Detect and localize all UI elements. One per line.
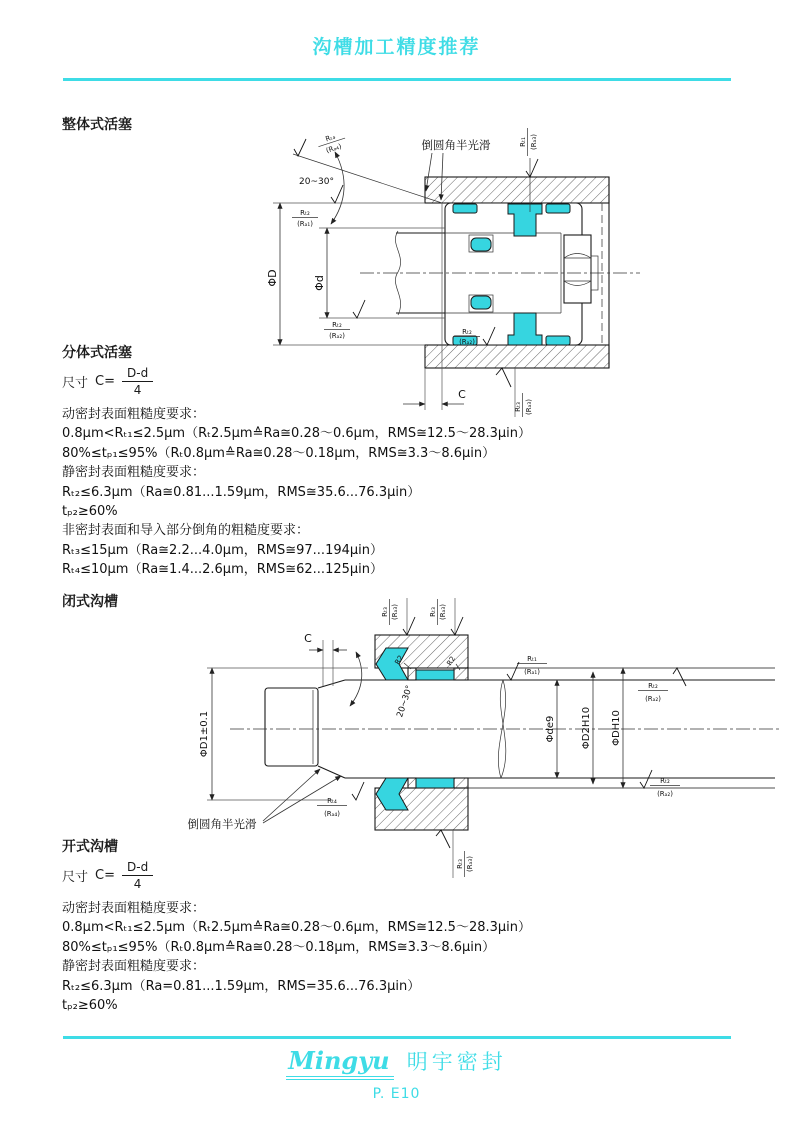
surface-finish-icon xyxy=(496,368,511,387)
dim-label-c: C xyxy=(304,632,312,645)
angle-label: 20~30° xyxy=(395,684,415,719)
text-line: 80%≤tₚ₁≤95%（Rₜ0.8μm≙Ra≅0.28～0.18μm，RMS≅3.3～8.6μin） xyxy=(62,445,496,461)
svg-text:(Rₐ₃): (Rₐ₃) xyxy=(391,604,399,620)
dim-d2h10 xyxy=(581,672,593,784)
text-line: Rₜ₃≤15μm（Ra≅2.2...4.0μm，RMS≅97...194μin） xyxy=(62,542,384,558)
rod-nut xyxy=(564,235,598,303)
roughness-label-rt2-ra2-left xyxy=(324,300,365,340)
svg-text:(Rₐ₂): (Rₐ₂) xyxy=(459,338,475,346)
svg-text:倒圆角半光滑: 倒圆角半光滑 xyxy=(187,817,257,831)
section-label-closed-groove: 闭式沟槽 xyxy=(62,594,118,610)
svg-text:Rₜ₂: Rₜ₂ xyxy=(462,328,472,336)
angle-label: 20~30° xyxy=(299,177,334,187)
diagram-closed-groove xyxy=(170,588,790,880)
svg-text:(Rₐ₃): (Rₐ₃) xyxy=(530,134,538,150)
dim-label-c: C xyxy=(458,388,466,401)
svg-text:(Rₐ₂): (Rₐ₂) xyxy=(657,790,673,798)
svg-text:Rₜ₃: Rₜ₃ xyxy=(381,607,389,617)
roughness-label-rt2-ra1 xyxy=(292,185,343,228)
dimension-formula-2 xyxy=(62,860,153,891)
dim-label-dh10: ΦDH10 xyxy=(611,710,622,746)
text-line: 非密封表面和导入部分倒角的粗糙度要求： xyxy=(62,523,310,539)
dim-label-phid: Φd xyxy=(313,275,326,291)
svg-text:(Rₐ₂): (Rₐ₂) xyxy=(645,695,661,703)
formula-lhs: C= xyxy=(95,374,115,389)
svg-text:Rₜ₂: Rₜ₂ xyxy=(660,777,670,785)
text-line: 动密封表面粗糙度要求： xyxy=(62,901,206,916)
formula-lhs: C= xyxy=(95,868,115,883)
roughness-label-rt3-ra3-top1 xyxy=(381,598,415,635)
roughness-label-rt3-ra3-top2 xyxy=(429,598,463,635)
lead-in-chamfer-annotation xyxy=(293,130,442,224)
page-title: 沟槽加工精度推荐 xyxy=(312,36,481,58)
dim-label-phiD1: ΦD1±0.1 xyxy=(199,710,210,758)
svg-text:Rₜ₃: Rₜ₃ xyxy=(514,402,522,412)
surface-finish-icon xyxy=(507,662,519,680)
text-line: Rₜ₂≤6.3μm（Ra≅0.81...1.59μm，RMS≅35.6...76.3μin） xyxy=(62,484,421,500)
radius-label-r2a: R2 xyxy=(393,653,406,667)
brand-name-cn: 明宇密封 xyxy=(406,1050,507,1074)
roughness-label-rt2-ra2-bottomright xyxy=(640,770,680,798)
surface-finish-icon xyxy=(436,830,450,848)
dim-dh10 xyxy=(611,668,623,788)
svg-text:(Rₐ₄): (Rₐ₄) xyxy=(324,142,343,155)
text-line: tₚ₂≥60% xyxy=(62,504,118,520)
text-line: tₚ₂≥60% xyxy=(62,998,118,1014)
svg-text:(Rₐ₃): (Rₐ₃) xyxy=(439,604,447,620)
svg-text:(Rₐ₃): (Rₐ₃) xyxy=(466,856,474,872)
text-line: 静密封表面粗糙度要求： xyxy=(62,465,206,481)
svg-text:(Rₐ₄): (Rₐ₄) xyxy=(324,810,340,818)
surface-finish-icon xyxy=(403,617,415,635)
text-line: 80%≤tₚ₁≤95%（Rₜ0.8μm≙Ra≅0.28～0.18μm，RMS≅3.3～8.6μin） xyxy=(62,939,496,955)
surface-finish-icon xyxy=(353,300,365,318)
page-number: P. E10 xyxy=(372,1086,421,1102)
formula-fraction: $\frac{D-d}{4}$ xyxy=(122,366,153,397)
svg-text:Rₜ₂: Rₜ₂ xyxy=(648,682,658,690)
dim-phiD xyxy=(266,203,425,345)
brand-logo-en: Mingyu xyxy=(286,1046,393,1080)
text-line: 0.8μm<Rₜ₁≤2.5μm（Rₜ2.5μm≙Ra≅0.28～0.6μm，RMS≅12.5～28.3μin） xyxy=(62,426,532,442)
roughness-requirements-top xyxy=(62,405,531,580)
text-line: Rₜ₄≤10μm（Ra≅1.4...2.6μm，RMS≅62...125μin） xyxy=(62,562,384,578)
svg-text:Rₜ₂: Rₜ₂ xyxy=(300,209,310,217)
section-label-open-groove: 开式沟槽 xyxy=(62,839,118,855)
footer-brand xyxy=(0,1046,793,1076)
surface-finish-icon xyxy=(294,139,306,156)
surface-finish-icon xyxy=(352,782,364,800)
svg-text:Rₜ₄: Rₜ₄ xyxy=(324,132,337,144)
roughness-label-rt3-ra3-bottom xyxy=(436,830,474,878)
text-line: 动密封表面粗糙度要求： xyxy=(62,407,206,422)
header-rule xyxy=(63,78,731,81)
section-label-split-piston: 分体式活塞 xyxy=(62,345,132,361)
formula-label: 尺寸 xyxy=(62,376,89,391)
svg-text:Rₜ₃: Rₜ₃ xyxy=(429,607,437,617)
svg-text:Rₜ₂: Rₜ₂ xyxy=(332,321,342,329)
text-line: 静密封表面粗糙度要求： xyxy=(62,959,206,975)
footer-rule xyxy=(63,1036,731,1039)
svg-text:(Rₐ₁): (Rₐ₁) xyxy=(297,220,313,228)
surface-finish-icon xyxy=(526,159,538,177)
svg-text:Rₜ₃: Rₜ₃ xyxy=(456,859,464,869)
svg-text:(Rₐ₁): (Rₐ₁) xyxy=(524,668,540,676)
diagram-integral-piston xyxy=(265,112,645,417)
dim-label-phiD: ΦD xyxy=(266,269,279,287)
surface-finish-icon xyxy=(331,185,343,203)
formula-fraction: $\frac{D-d}{4}$ xyxy=(122,860,153,891)
dim-label-d2h10: ΦD2H10 xyxy=(581,706,592,750)
dimension-formula-1 xyxy=(62,366,153,397)
roughness-requirements-bottom xyxy=(62,899,531,1015)
radius-label-r2b: R2 xyxy=(445,654,458,668)
svg-text:(Rₐ₃): (Rₐ₃) xyxy=(525,399,533,415)
svg-text:Rₜ₁: Rₜ₁ xyxy=(519,137,527,147)
text-line: 0.8μm<Rₜ₁≤2.5μm（Rₜ2.5μm≙Ra≅0.28～0.6μm，RMS≅12.5～28.3μin） xyxy=(62,920,532,936)
text-line: Rₜ₂≤6.3μm（Ra=0.81...1.59μm，RMS=35.6...76.3μin） xyxy=(62,978,421,994)
svg-text:倒圆角半光滑: 倒圆角半光滑 xyxy=(421,138,491,152)
section-label-integral-piston: 整体式活塞 xyxy=(62,117,132,133)
roughness-label-rt2-ra2-topright xyxy=(638,668,686,703)
dim-c-chamfer xyxy=(304,632,347,686)
svg-text:Rₜ₁: Rₜ₁ xyxy=(527,655,537,663)
formula-label: 尺寸 xyxy=(62,870,89,885)
dim-label-de9: Φde9 xyxy=(545,715,556,743)
svg-text:Rₜ₄: Rₜ₄ xyxy=(327,797,337,805)
surface-finish-icon xyxy=(673,668,686,686)
surface-finish-icon xyxy=(451,617,463,635)
svg-text:(Rₐ₂): (Rₐ₂) xyxy=(329,332,345,340)
dim-de9 xyxy=(545,680,557,778)
